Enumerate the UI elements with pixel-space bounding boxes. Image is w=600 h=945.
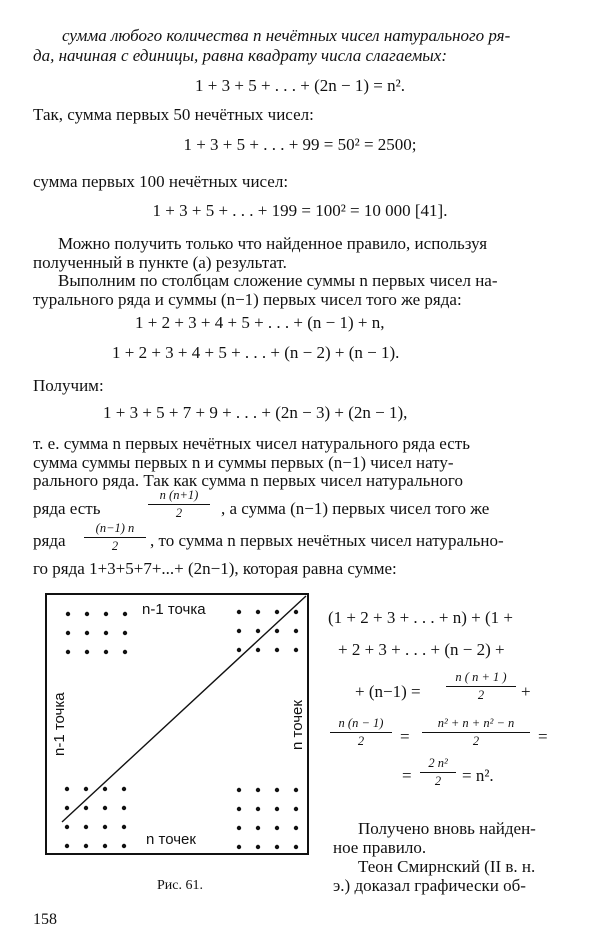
dot	[294, 845, 298, 849]
right-eq-5-end: = n².	[462, 766, 494, 785]
fraction-right-4	[420, 756, 456, 788]
dot	[256, 788, 260, 792]
dot	[275, 610, 279, 614]
figure-61-diagram	[40, 590, 320, 870]
formula-first-50: 1 + 3 + 5 + . . . + 99 = 50² = 2500;	[183, 135, 417, 154]
right-text-2: ное правило.	[333, 838, 427, 857]
dot	[103, 787, 107, 791]
para2-line-4: турального ряда и суммы (n−1) первых чисел того же ряда:	[33, 290, 462, 309]
right-eq-2: + 2 + 3 + . . . + (n − 2) +	[338, 640, 505, 659]
figure-caption: Рис. 61.	[157, 878, 203, 893]
dot	[294, 807, 298, 811]
right-text-3: Теон Смирнский (II в. н.	[358, 857, 536, 876]
dot	[256, 807, 260, 811]
rule-line-2: да, начиная с единицы, равна квадрату числа слагаемых:	[33, 46, 448, 65]
bottom-label: n точек	[146, 831, 196, 848]
dot	[65, 844, 69, 848]
fraction-right-1	[446, 670, 516, 702]
para3-line-5-end: , то сумма n первых нечётных чисел натурально-	[150, 531, 504, 550]
fraction-numerator: n (n+1)	[159, 488, 199, 502]
dot	[275, 788, 279, 792]
dot	[85, 612, 89, 616]
dot	[237, 610, 241, 614]
dot	[237, 629, 241, 633]
para2-line-3: Выполним по столбцам сложение суммы n первых чисел на-	[58, 271, 498, 290]
page-number: 158	[33, 911, 57, 928]
text-first-50: Так, сумма первых 50 нечётных чисел:	[33, 105, 314, 124]
fraction-right-2	[330, 716, 392, 748]
dot	[66, 650, 70, 654]
dot	[294, 629, 298, 633]
dot	[65, 825, 69, 829]
fraction-n-minus-1-n	[84, 521, 146, 553]
fraction-denominator: 2	[111, 539, 119, 553]
para3-line-4-start: ряда есть	[33, 499, 101, 518]
fraction-denominator: 2	[175, 506, 183, 520]
right-label: n точек	[289, 700, 306, 750]
figure-diagonal	[62, 596, 306, 822]
result-label: Получим:	[33, 376, 104, 395]
fraction-numerator: n (n − 1)	[338, 716, 384, 730]
right-eq-5-start: =	[402, 766, 412, 785]
dot	[104, 631, 108, 635]
para3-line-6: го ряда 1+3+5+7+...+ (2n−1), которая равна сумме:	[33, 559, 397, 578]
dot	[275, 845, 279, 849]
dot	[256, 610, 260, 614]
dot	[275, 807, 279, 811]
dot	[294, 826, 298, 830]
fraction-numerator: 2 n²	[428, 756, 448, 770]
dot	[122, 844, 126, 848]
dot	[85, 650, 89, 654]
dot	[237, 648, 241, 652]
dot	[256, 629, 260, 633]
rule-line-1: сумма любого количества n нечётных чисел натурального ря-	[62, 26, 511, 45]
dot	[65, 787, 69, 791]
dot	[85, 631, 89, 635]
dot	[123, 650, 127, 654]
text-first-100: сумма первых 100 нечётных чисел:	[33, 172, 289, 191]
right-eq-3-start: + (n−1) =	[355, 682, 421, 701]
para3-line-4-end: , а сумма (n−1) первых чисел того же	[221, 499, 490, 518]
dot	[103, 806, 107, 810]
fraction-numerator: n ( n + 1 )	[455, 670, 507, 684]
dot	[122, 806, 126, 810]
formula-odd-sum: 1 + 3 + 5 + . . . + (2n − 1) = n².	[195, 76, 405, 95]
dot	[294, 788, 298, 792]
fraction-denominator: 2	[477, 688, 485, 702]
dot	[294, 610, 298, 614]
dot	[123, 612, 127, 616]
dot	[84, 825, 88, 829]
para3-line-5-start: ряда	[33, 531, 66, 550]
para3-line-2: сумма суммы первых n и суммы первых (n−1) чисел нату-	[33, 453, 454, 472]
fraction-denominator: 2	[357, 734, 365, 748]
fraction-numerator: (n−1) n	[95, 521, 135, 535]
sum-line-2: 1 + 2 + 3 + 4 + 5 + . . . + (n − 2) + (n − 1).	[112, 343, 400, 362]
fraction-denominator: 2	[434, 774, 442, 788]
dot	[84, 806, 88, 810]
dot	[294, 648, 298, 652]
dot	[275, 629, 279, 633]
right-eq-4-mid: =	[400, 727, 410, 746]
dot	[237, 845, 241, 849]
dot	[275, 826, 279, 830]
fraction-numerator: n² + n + n² − n	[437, 716, 515, 730]
right-eq-1: (1 + 2 + 3 + . . . + n) + (1 +	[328, 608, 514, 627]
top-label: n-1 точка	[142, 601, 206, 618]
right-eq-4-end: =	[538, 727, 548, 746]
para3-line-1: т. е. сумма n первых нечётных чисел натурального ряда есть	[33, 434, 470, 453]
dot	[237, 807, 241, 811]
right-text-4: э.) доказал графически об-	[333, 876, 526, 895]
para2-line-2: полученный в пункте (а) результат.	[33, 253, 287, 272]
sum-line-1: 1 + 2 + 3 + 4 + 5 + . . . + (n − 1) + n,	[135, 313, 385, 332]
dot	[66, 612, 70, 616]
dot	[104, 612, 108, 616]
dot	[103, 844, 107, 848]
left-label: n-1 точка	[51, 692, 68, 756]
fraction-denominator: 2	[472, 734, 480, 748]
right-eq-3-end: +	[521, 682, 531, 701]
fraction-right-3	[422, 716, 530, 748]
dot	[65, 806, 69, 810]
dot	[84, 844, 88, 848]
dot	[84, 787, 88, 791]
formula-first-100: 1 + 3 + 5 + . . . + 199 = 100² = 10 000 [41].	[152, 201, 448, 220]
dot	[122, 825, 126, 829]
dot	[256, 648, 260, 652]
dot	[275, 648, 279, 652]
dot	[256, 845, 260, 849]
result-sum: 1 + 3 + 5 + 7 + 9 + . . . + (2n − 3) + (2n − 1),	[103, 403, 408, 422]
dot	[123, 631, 127, 635]
dot	[66, 631, 70, 635]
fraction-n-n-plus-1	[148, 488, 210, 520]
dot	[104, 650, 108, 654]
para3-line-3: рального ряда. Так как сумма n первых чисел натурального	[33, 471, 463, 490]
dot	[237, 826, 241, 830]
dot	[122, 787, 126, 791]
dot	[237, 788, 241, 792]
dot	[103, 825, 107, 829]
dot	[256, 826, 260, 830]
para2-line-1: Можно получить только что найденное правило, используя	[58, 234, 488, 253]
right-text-1: Получено вновь найден-	[358, 819, 536, 838]
dot-grid	[65, 610, 298, 849]
